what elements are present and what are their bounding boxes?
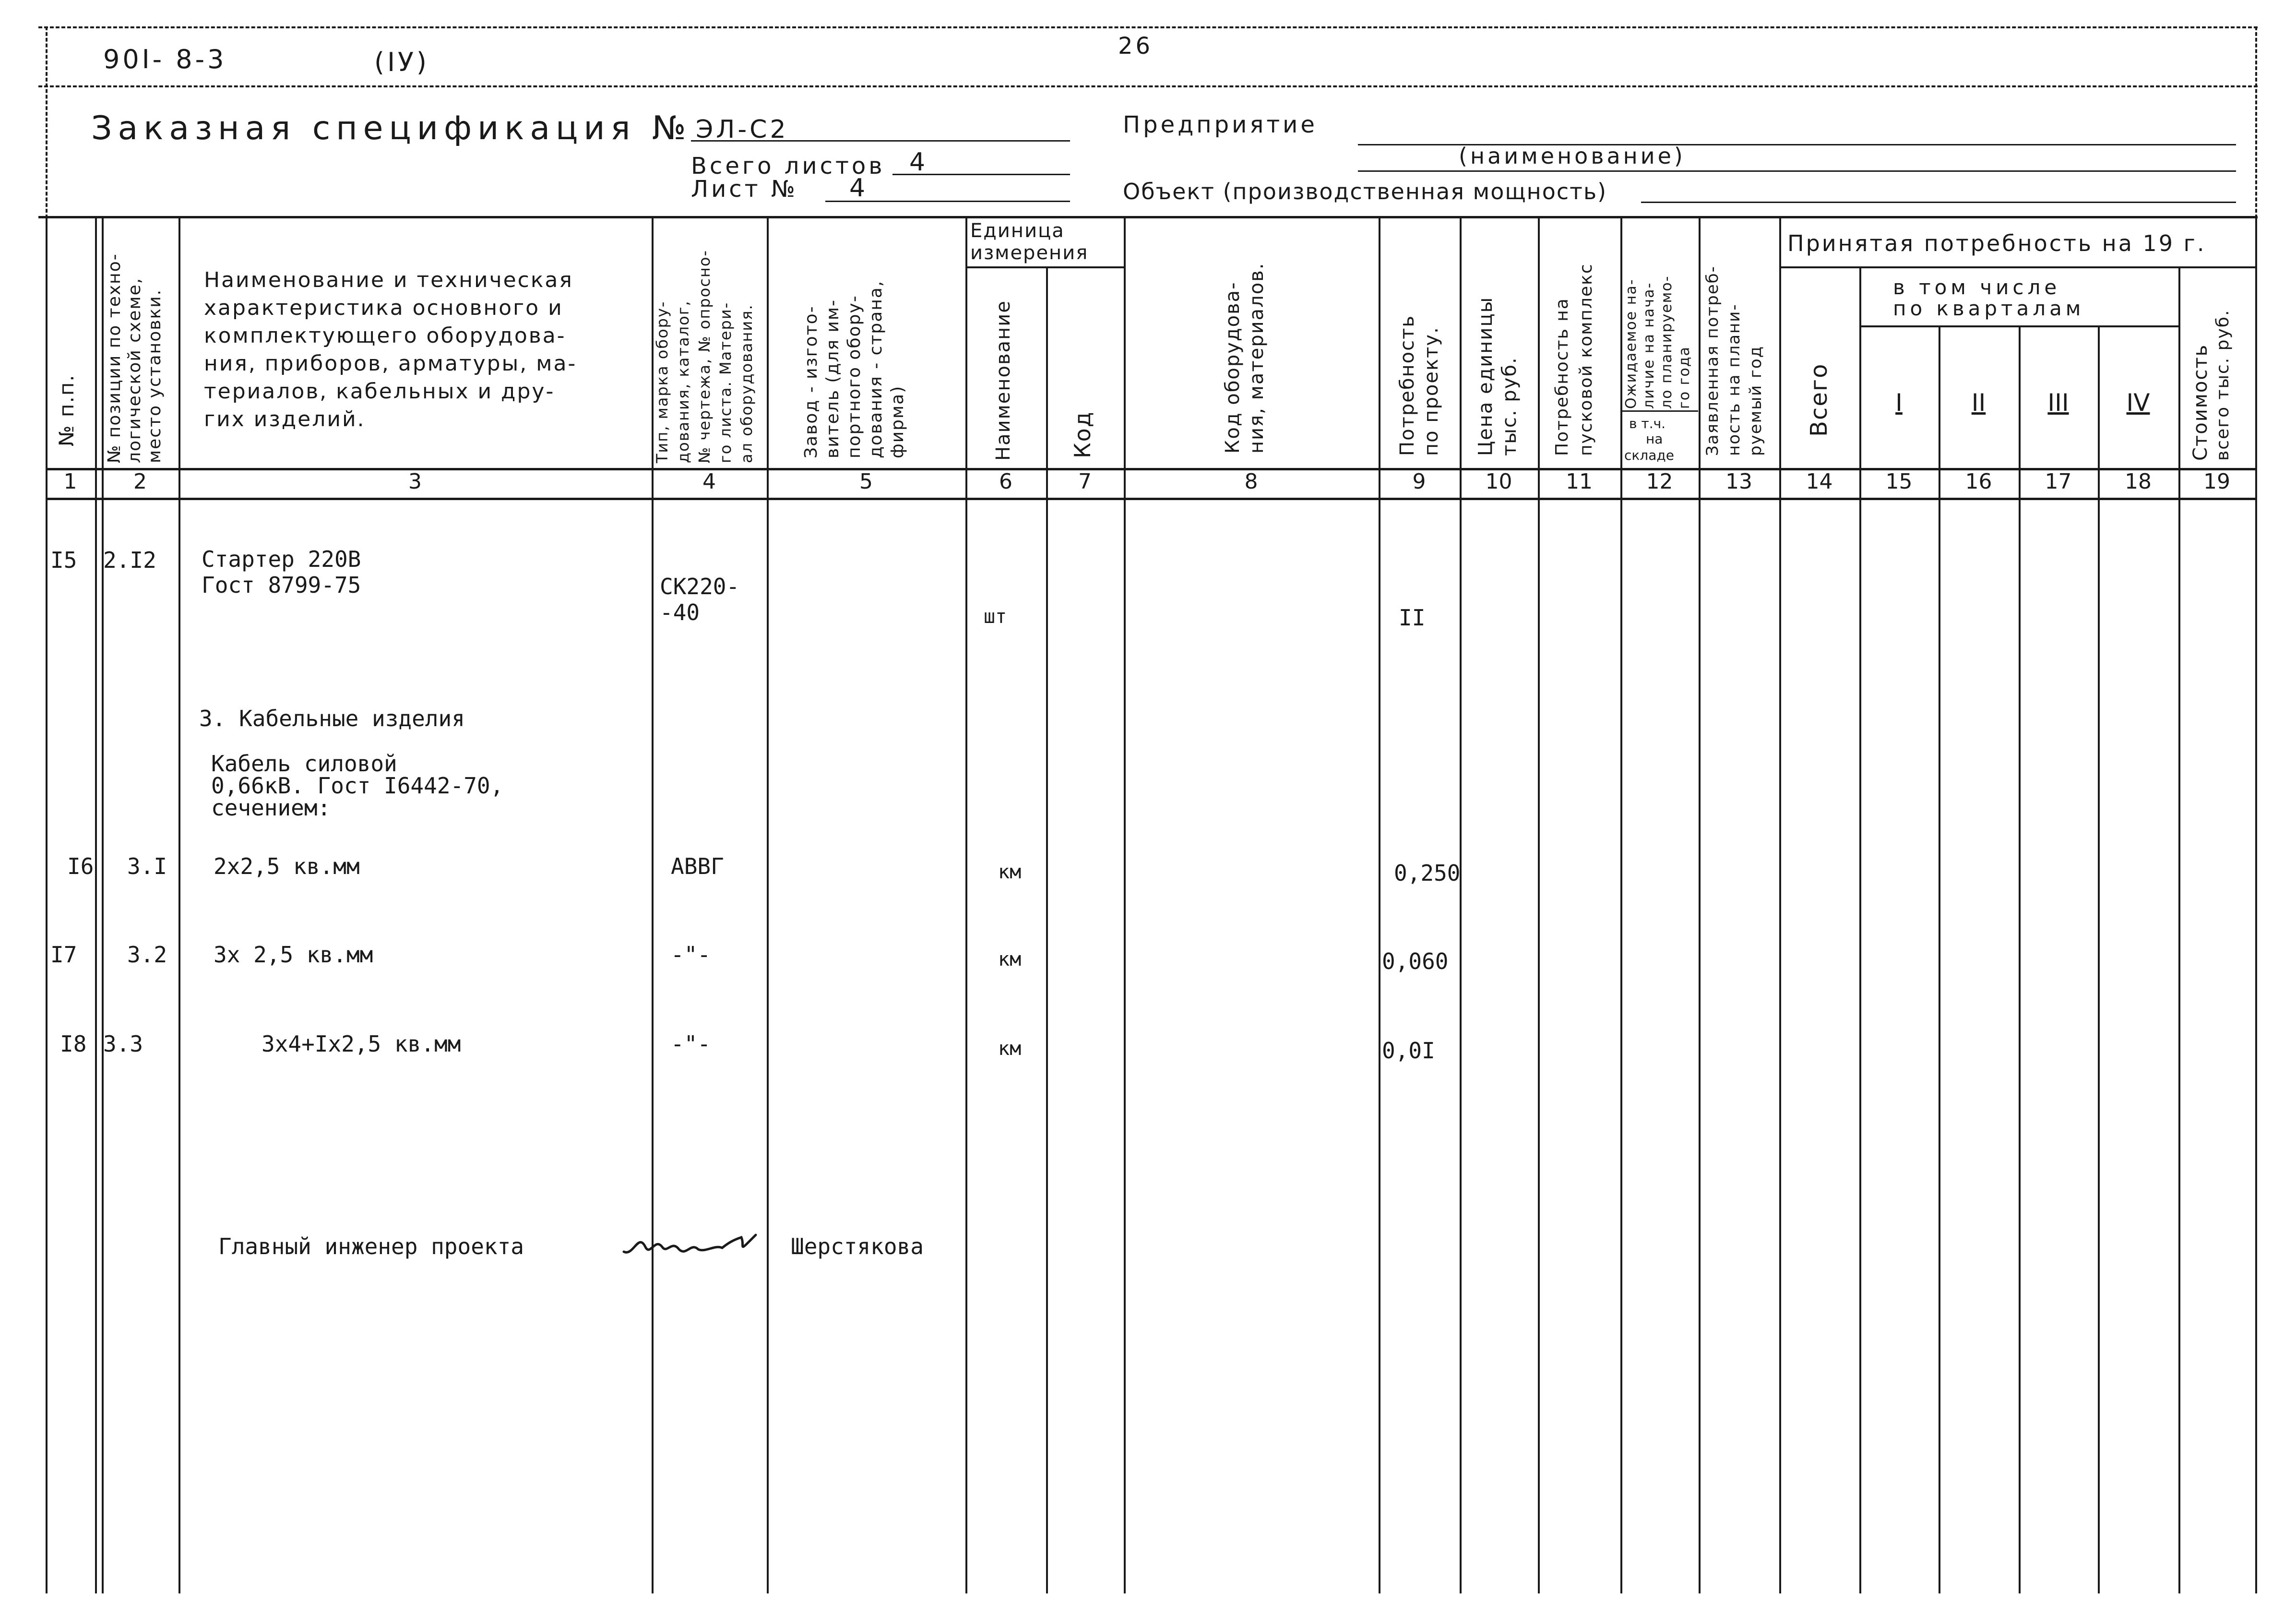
total-sheets-value: 4 <box>909 148 928 177</box>
row-i7-name: 3х 2,5 кв.мм <box>214 942 373 968</box>
header-c4-line4: го листа. Матери- <box>716 301 735 463</box>
row-i6-type: АВВГ <box>671 853 724 879</box>
chief-engineer-name: Шерстякова <box>791 1233 924 1259</box>
colnum-11: 11 <box>1566 469 1593 494</box>
col-line-13 <box>1779 216 1781 1593</box>
header-c12-note3: складе <box>1624 447 1674 463</box>
header-c9-line2: по проекту. <box>1420 326 1442 456</box>
header-c12-note1: в т.ч. <box>1629 416 1666 431</box>
col-line-18 <box>2178 266 2180 1593</box>
total-sheets-underline <box>892 174 1070 175</box>
header-c2-line3: место установки. <box>145 288 165 463</box>
colnum-13: 13 <box>1725 469 1752 494</box>
sheet-value: 4 <box>849 174 868 203</box>
col-line-6 <box>1046 266 1048 1593</box>
header-unit-group: Единица измерения <box>970 220 1089 264</box>
header-c5-line3: портного обору- <box>845 295 864 458</box>
col-line-5 <box>965 216 967 1593</box>
header-c4-line5: ал оборудования. <box>738 304 756 463</box>
header-c2-line1: № позиции по техно- <box>105 253 124 463</box>
header-c5-line1: Завод - изгото- <box>801 305 821 458</box>
row-i5-num: I5 <box>50 547 77 573</box>
col-line-10 <box>1538 216 1540 1593</box>
colnum-1: 1 <box>63 469 77 494</box>
row-i5-name: Стартер 220В Гост 8799-75 <box>202 546 361 598</box>
colnum-5: 5 <box>859 469 873 494</box>
colnum-7: 7 <box>1078 469 1092 494</box>
header-c8-line2: ния, материалов. <box>1246 262 1268 454</box>
signature-mark <box>619 1223 763 1266</box>
header-c19-line1: Стоимость <box>2189 344 2212 461</box>
c12-split-line <box>1620 410 1698 412</box>
unit-group-line <box>965 266 1124 268</box>
header-c13-line2: ность на плани- <box>1725 303 1744 456</box>
section-cable-heading: 3. Кабельные изделия <box>199 706 465 731</box>
colnum-4: 4 <box>702 469 716 494</box>
colnum-14: 14 <box>1806 469 1833 494</box>
row-i6-pos: 3.I <box>127 853 167 879</box>
row-i8-num: I8 <box>60 1031 87 1057</box>
header-c5-line2: витель (для им- <box>823 299 843 458</box>
header-c4-line1: Тип, марка обору- <box>653 300 671 463</box>
header-c12-note2: на <box>1646 431 1663 447</box>
header-q2: II <box>1971 389 1986 417</box>
cable-subheading: Кабель силовой 0,66кВ. Гост I6442-70, сечением: <box>211 751 504 821</box>
spec-number: ЭЛ-С2 <box>696 115 789 144</box>
header-c9-line1: Потребность <box>1396 314 1418 456</box>
header-c12-line3: ло планируемо- <box>1658 275 1675 409</box>
col-line-16 <box>2019 325 2021 1593</box>
col-line-9 <box>1460 216 1462 1593</box>
col-line-2 <box>178 216 180 1593</box>
row-i8-unit: км <box>998 1038 1022 1060</box>
header-c7: Код <box>1070 411 1095 458</box>
chief-engineer-label: Главный инженер проекта <box>218 1233 524 1259</box>
name-underline <box>1358 170 2236 172</box>
header-q3: III <box>2047 389 2069 417</box>
row-i5-unit: шт <box>984 606 1007 628</box>
header-c3-line5: териалов, кабельных и дру- <box>204 379 555 404</box>
page-number: 26 <box>1118 33 1154 60</box>
name-caption: (наименование) <box>1459 143 1686 169</box>
project-part: (IУ) <box>374 47 429 77</box>
header-c6: Наименование <box>992 300 1014 461</box>
object-underline <box>1641 202 2236 203</box>
header-c3-line4: ния, приборов, арматуры, ма- <box>204 351 577 376</box>
total-sheets-label: Всего листов <box>691 153 885 180</box>
header-c19-line2: всего тыс. руб. <box>2213 309 2233 461</box>
col-line-11 <box>1620 216 1622 1593</box>
header-c1: № п.п. <box>55 374 78 446</box>
header-c13-line3: руемый год <box>1746 345 1765 456</box>
row-i7-num: I7 <box>50 942 77 968</box>
header-c3-line3: комплектующего оборудова- <box>204 323 566 348</box>
header-c4-line2: дования, каталог, <box>674 300 692 463</box>
header-c12-line1: Ожидаемое на- <box>1623 278 1640 409</box>
row-i8-type: -"- <box>671 1031 711 1057</box>
colnum-6: 6 <box>999 469 1012 494</box>
col-line-7 <box>1124 216 1126 1593</box>
header-q1: I <box>1895 389 1903 417</box>
spec-title: Заказная спецификация № <box>91 109 692 147</box>
row-i6-need: 0,250 <box>1394 860 1461 886</box>
row-i6-unit: км <box>998 861 1022 883</box>
col-line-17 <box>2098 325 2100 1593</box>
header-c11-line2: пусковой комплекс <box>1576 263 1596 456</box>
row-i7-need: 0,060 <box>1382 948 1449 974</box>
top-border <box>38 26 2258 28</box>
colnum-2: 2 <box>133 469 147 494</box>
row-i7-unit: км <box>998 948 1022 970</box>
header-quarters-1: в том числе <box>1893 275 2061 299</box>
col-line-0 <box>46 216 48 1593</box>
header-c8-line1: Код оборудова- <box>1222 281 1244 454</box>
header-c2-line2: логической схеме, <box>125 277 144 463</box>
colnum-12: 12 <box>1646 469 1673 494</box>
colnum-bottom-line <box>46 498 2255 500</box>
header-c5-line5: фирма) <box>888 385 907 458</box>
left-frame <box>46 26 48 218</box>
colnum-3: 3 <box>408 469 422 494</box>
col-line-4 <box>767 216 769 1593</box>
row-i5-pos: 2.I2 <box>103 547 156 573</box>
colnum-10: 10 <box>1485 469 1512 494</box>
sheet-label: Лист № <box>691 176 798 203</box>
col-line-1b <box>102 216 104 1593</box>
row-i6-name: 2х2,5 кв.мм <box>214 853 360 879</box>
project-code: 90I- 8-3 <box>103 44 227 74</box>
header-c14: Всего <box>1806 363 1832 437</box>
header-c3-line6: гих изделий. <box>204 407 366 431</box>
header-c12-line2: личие на нача- <box>1641 282 1657 409</box>
header-c10-line2: тыс. руб. <box>1499 357 1521 456</box>
header-c13-line1: Заявленная потреб- <box>1703 265 1722 456</box>
header-c11-line1: Потребность на <box>1552 298 1572 456</box>
row-i5-need: II <box>1399 605 1426 631</box>
col-line-19 <box>2255 216 2257 1593</box>
header-c4-line3: № чертежа, № опросно- <box>695 250 714 463</box>
title-top-border <box>38 85 2258 87</box>
accepted-line <box>1779 266 2255 268</box>
enterprise-label: Предприятие <box>1123 111 1318 138</box>
spec-number-underline <box>691 140 1070 142</box>
object-label: Объект (производственная мощность) <box>1123 179 1607 204</box>
header-c3-line2: характеристика основного и <box>204 296 563 320</box>
row-i8-name: 3х4+Iх2,5 кв.мм <box>262 1031 461 1057</box>
col-line-14 <box>1859 266 1861 1593</box>
col-line-1 <box>95 216 97 1593</box>
col-line-12 <box>1699 216 1701 1593</box>
sheet-underline <box>825 201 1070 202</box>
colnum-8: 8 <box>1244 469 1258 494</box>
col-line-15 <box>1939 325 1940 1593</box>
colnum-17: 17 <box>2045 469 2072 494</box>
header-accepted: Принятая потребность на 19 г. <box>1787 230 2206 256</box>
header-q4: IV <box>2126 389 2150 417</box>
colnum-18: 18 <box>2125 469 2152 494</box>
colnum-9: 9 <box>1412 469 1426 494</box>
row-i5-type: СК220- -40 <box>660 574 740 625</box>
row-i6-num: I6 <box>67 853 94 879</box>
right-frame <box>2255 26 2257 218</box>
header-quarters-2: по кварталам <box>1893 297 2085 320</box>
header-c10-line1: Цена единицы <box>1475 296 1497 456</box>
col-line-8 <box>1379 216 1380 1593</box>
header-c5-line4: дования - страна, <box>866 280 886 458</box>
row-i7-type: -"- <box>671 942 711 968</box>
header-c3-line1: Наименование и техническая <box>204 268 573 292</box>
row-i8-need: 0,0I <box>1382 1038 1435 1064</box>
table-top-line <box>38 216 2258 218</box>
colnum-19: 19 <box>2203 469 2230 494</box>
row-i8-pos: 3.3 <box>103 1031 143 1057</box>
colnum-16: 16 <box>1965 469 1992 494</box>
row-i7-pos: 3.2 <box>127 942 167 968</box>
header-c12-line4: го года <box>1676 346 1693 409</box>
colnum-15: 15 <box>1885 469 1913 494</box>
